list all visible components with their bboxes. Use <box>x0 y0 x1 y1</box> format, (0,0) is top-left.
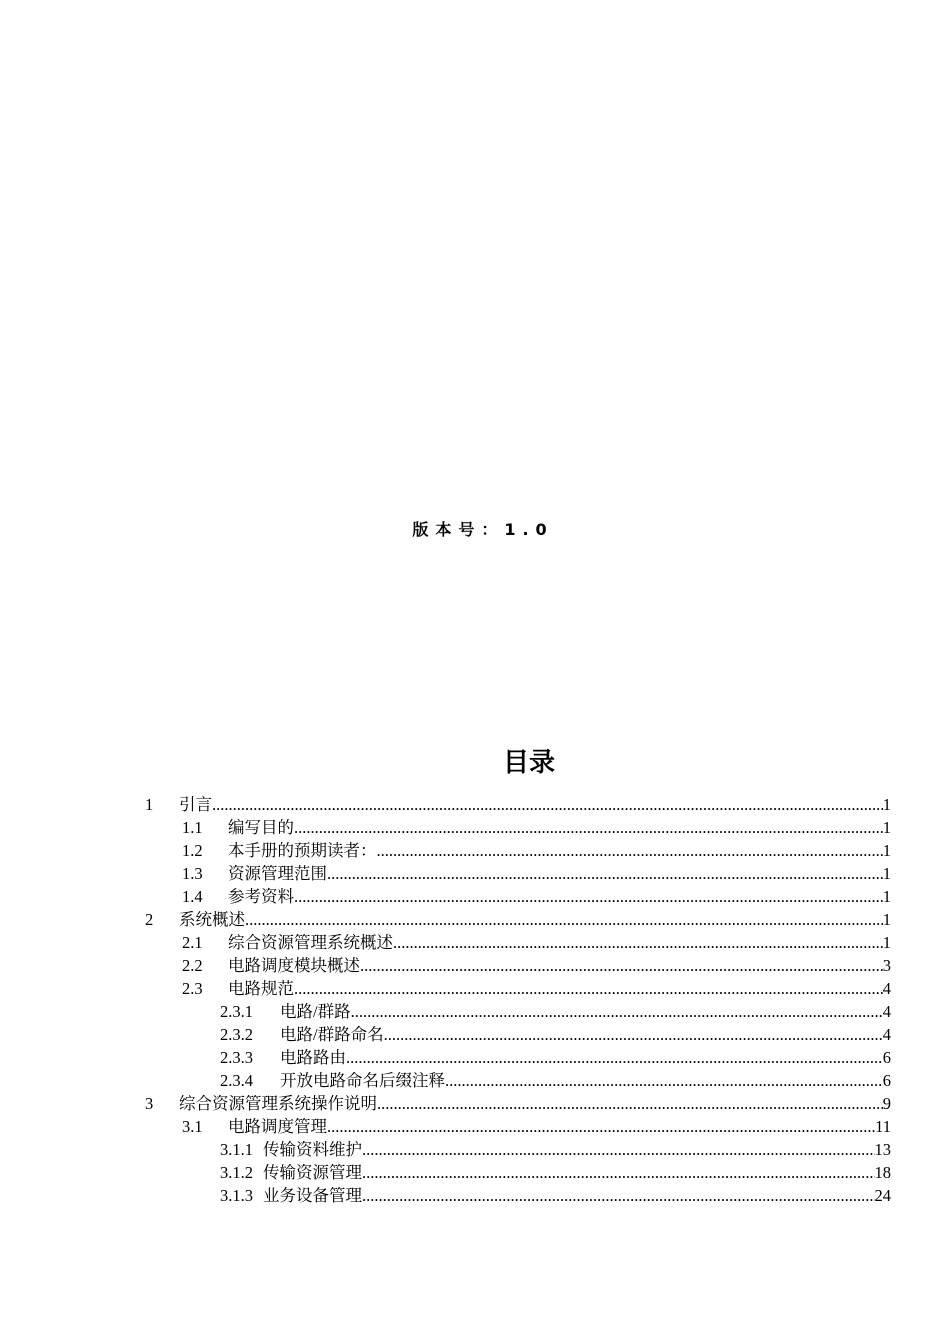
toc-entry[interactable] <box>182 816 891 839</box>
toc-entry-number: 3 <box>145 1094 154 1113</box>
toc-title: 目录 <box>502 748 555 778</box>
toc-entry-page: 4 <box>882 1002 891 1021</box>
toc-entry-page: 6 <box>882 1048 891 1067</box>
toc-entry[interactable] <box>182 885 891 908</box>
toc-leader-dots <box>377 1092 883 1115</box>
toc-entry-text: 电路调度模块概述 <box>228 956 360 975</box>
toc-entry-text: 综合资源管理系统概述 <box>228 933 393 952</box>
toc-leader-dots <box>294 885 883 908</box>
toc-entry-number: 2 <box>145 910 154 929</box>
toc-entry-page: 13 <box>874 1140 891 1159</box>
toc-leader-dots <box>245 908 883 931</box>
toc-entry-page: 1 <box>882 933 891 952</box>
toc-entry-page: 4 <box>882 979 891 998</box>
toc-entry-page: 24 <box>874 1186 891 1205</box>
toc-entry[interactable] <box>220 1023 891 1046</box>
toc-entry[interactable] <box>182 1115 891 1138</box>
toc-entry-text: 参考资料 <box>228 887 294 906</box>
toc-entry-text: 引言 <box>179 795 212 814</box>
toc-entry-text: 编写目的 <box>228 818 294 837</box>
toc-entry-number: 2.3.3 <box>220 1048 253 1067</box>
toc-entry-number: 2.3.4 <box>220 1071 253 1090</box>
toc-entry-page: 1 <box>882 864 891 883</box>
toc-entry-text: 电路/群路命名 <box>280 1025 384 1044</box>
toc-leader-dots <box>294 977 883 1000</box>
toc-entry[interactable] <box>182 954 891 977</box>
toc-entry-number: 1.1 <box>182 818 203 837</box>
toc-leader-dots <box>346 1046 883 1069</box>
toc-entry-number: 2.3 <box>182 979 203 998</box>
toc-entry-page: 1 <box>882 887 891 906</box>
toc-entry-page: 11 <box>875 1117 891 1136</box>
toc-entry-number: 2.3.1 <box>220 1002 253 1021</box>
toc-entry[interactable] <box>220 1138 891 1161</box>
toc-entry[interactable] <box>182 977 891 1000</box>
toc-entry-text: 传输资料维护 <box>263 1140 362 1159</box>
toc-entry-number: 3.1.1 <box>220 1140 253 1159</box>
toc-leader-dots <box>212 793 883 816</box>
toc-entry-number: 3.1 <box>182 1117 203 1136</box>
toc-entry[interactable] <box>220 1069 891 1092</box>
toc-entry-page: 1 <box>882 841 891 860</box>
toc-leader-dots <box>384 1023 883 1046</box>
toc-entry-page: 9 <box>882 1094 891 1113</box>
toc-entry-text: 电路/群路 <box>280 1002 351 1021</box>
toc-entry[interactable] <box>182 839 891 862</box>
toc-entry-text: 电路路由 <box>280 1048 346 1067</box>
toc-entry-text: 本手册的预期读者： <box>228 841 377 860</box>
toc-entry[interactable] <box>220 1000 891 1023</box>
toc-entry[interactable] <box>145 908 891 931</box>
toc-leader-dots <box>327 1115 875 1138</box>
toc-leader-dots <box>362 1138 875 1161</box>
toc-entry-text: 业务设备管理 <box>263 1186 362 1205</box>
toc-entry-number: 2.3.2 <box>220 1025 253 1044</box>
toc-entry-page: 6 <box>882 1071 891 1090</box>
toc-entry-page: 4 <box>882 1025 891 1044</box>
toc-entry-text: 电路调度管理 <box>228 1117 327 1136</box>
toc-entry-number: 1 <box>145 795 154 814</box>
toc-entry-text: 资源管理范围 <box>228 864 327 883</box>
toc-leader-dots <box>294 816 883 839</box>
toc-entry-text: 综合资源管理系统操作说明 <box>179 1094 377 1113</box>
toc-leader-dots <box>393 931 883 954</box>
toc-entry-number: 3.1.3 <box>220 1186 253 1205</box>
toc-entry-page: 3 <box>882 956 891 975</box>
toc-entry[interactable] <box>182 931 891 954</box>
toc-entry-number: 2.2 <box>182 956 203 975</box>
toc-entry-page: 1 <box>882 818 891 837</box>
toc-entry-number: 1.2 <box>182 841 203 860</box>
toc-leader-dots <box>362 1184 875 1207</box>
toc-leader-dots <box>327 862 883 885</box>
toc-entry-page: 1 <box>882 910 891 929</box>
toc-entry[interactable] <box>182 862 891 885</box>
toc-entry-page: 1 <box>882 795 891 814</box>
toc-entry-number: 1.3 <box>182 864 203 883</box>
toc-entry-text: 系统概述 <box>179 910 245 929</box>
toc-entry-text: 开放电路命名后缀注释 <box>280 1071 445 1090</box>
toc-entry-text: 传输资源管理 <box>263 1163 362 1182</box>
toc-entry-number: 2.1 <box>182 933 203 952</box>
toc-entry-page: 18 <box>874 1163 891 1182</box>
toc-entry[interactable] <box>220 1184 891 1207</box>
toc-entry[interactable] <box>145 793 891 816</box>
toc-entry[interactable] <box>220 1161 891 1184</box>
toc-entry-text: 电路规范 <box>228 979 294 998</box>
toc-entry[interactable] <box>220 1046 891 1069</box>
toc-leader-dots <box>377 839 883 862</box>
toc-entry-number: 1.4 <box>182 887 203 906</box>
toc-leader-dots <box>351 1000 883 1023</box>
toc-leader-dots <box>362 1161 875 1184</box>
toc-leader-dots <box>445 1069 883 1092</box>
toc-entry-number: 3.1.2 <box>220 1163 253 1182</box>
toc-entry[interactable] <box>145 1092 891 1115</box>
version-number: 版本号：1.0 <box>412 520 554 539</box>
toc-leader-dots <box>360 954 883 977</box>
